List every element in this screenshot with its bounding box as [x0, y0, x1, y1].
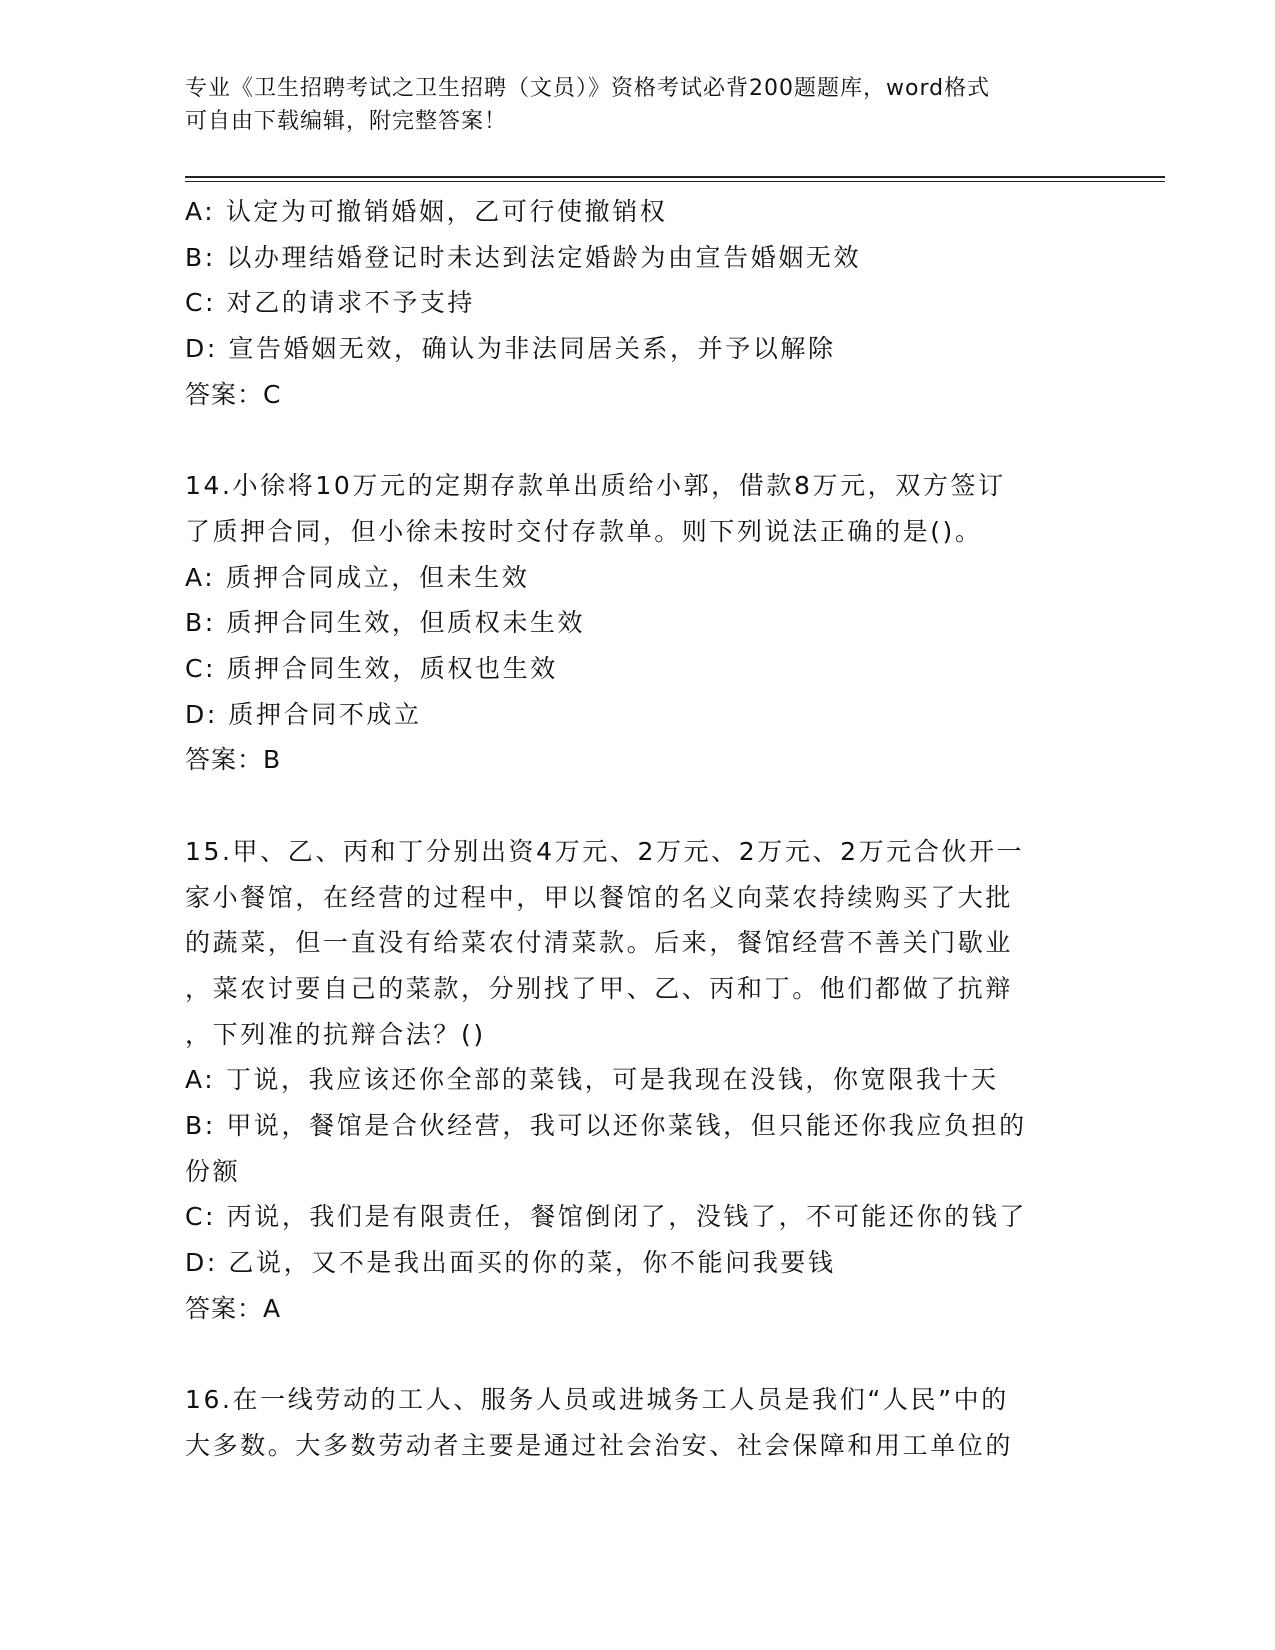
answer-line: 答案：B	[185, 745, 282, 775]
question-stem-line: 的蔬菜，但一直没有给菜农付清菜款。后来，餐馆经营不善关门歇业	[185, 928, 1014, 958]
question-stem-line: 大多数。大多数劳动者主要是通过社会治安、社会保障和用工单位的	[185, 1430, 1014, 1460]
spacer	[185, 1332, 1085, 1378]
question-16	[185, 1377, 1085, 1468]
option-a: A: 丁说，我应该还你全部的菜钱，可是我现在没钱，你宽限我十天	[185, 1065, 999, 1095]
document-header	[185, 72, 1065, 138]
option-b: B: 质押合同生效，但质权未生效	[185, 608, 586, 638]
question-stem-line: ，下列准的抗辩合法？()	[185, 1019, 486, 1049]
question-stem-line: 家小餐馆，在经营的过程中，甲以餐馆的名义向菜农持续购买了大批	[185, 882, 1014, 912]
header-title-line-1: 专业《卫生招聘考试之卫生招聘（文员）》资格考试必背200题题库，word格式	[185, 76, 991, 101]
option-a: A: 认定为可撤销婚姻，乙可行使撤销权	[185, 197, 668, 226]
question-stem-line: 16.在一线劳动的工人、服务人员或进城务工人员是我们“人民”中的	[185, 1385, 1009, 1415]
question-15	[185, 829, 1085, 1332]
spacer	[185, 418, 1085, 464]
option-d: D: 质押合同不成立	[185, 699, 422, 729]
question-stem-line: 14.小徐将10万元的定期存款单出质给小郭，借款8万元，双方签订	[185, 471, 1006, 501]
option-a: A: 质押合同成立，但未生效	[185, 562, 530, 592]
answer-line: 答案：A	[185, 1293, 282, 1323]
option-d: D: 宣告婚姻无效，确认为非法同居关系，并予以解除	[185, 334, 836, 364]
option-b-continued: 份额	[185, 1156, 241, 1186]
question-13	[185, 189, 1085, 418]
question-14	[185, 463, 1085, 783]
spacer	[185, 783, 1085, 829]
option-b: B: 甲说，餐馆是合伙经营，我可以还你菜钱，但只能还你我应负担的	[185, 1111, 1027, 1141]
header-divider-thin	[185, 181, 1165, 182]
option-b: B: 以办理结婚登记时未达到法定婚龄为由宣告婚姻无效	[185, 242, 862, 272]
document-body	[185, 189, 1085, 1469]
option-d: D: 乙说，又不是我出面买的你的菜，你不能问我要钱	[185, 1248, 836, 1278]
question-stem-line: 了质押合同，但小徐未按时交付存款单。则下列说法正确的是()。	[185, 516, 983, 546]
option-c: C: 丙说，我们是有限责任，餐馆倒闭了，没钱了，不可能还你的钱了	[185, 1202, 1028, 1232]
option-c: C: 质押合同生效，质权也生效	[185, 654, 558, 684]
option-c: C: 对乙的请求不予支持	[185, 288, 476, 318]
header-divider-thick	[185, 176, 1165, 178]
answer-line: 答案：C	[185, 379, 282, 409]
question-stem-line: 15.甲、乙、丙和丁分别出资4万元、2万元、2万元、2万元合伙开一	[185, 836, 1025, 866]
question-stem-line: ，菜农讨要自己的菜款，分别找了甲、乙、丙和丁。他们都做了抗辩	[185, 973, 1014, 1003]
header-title-line-2: 可自由下载编辑，附完整答案！	[185, 109, 508, 134]
